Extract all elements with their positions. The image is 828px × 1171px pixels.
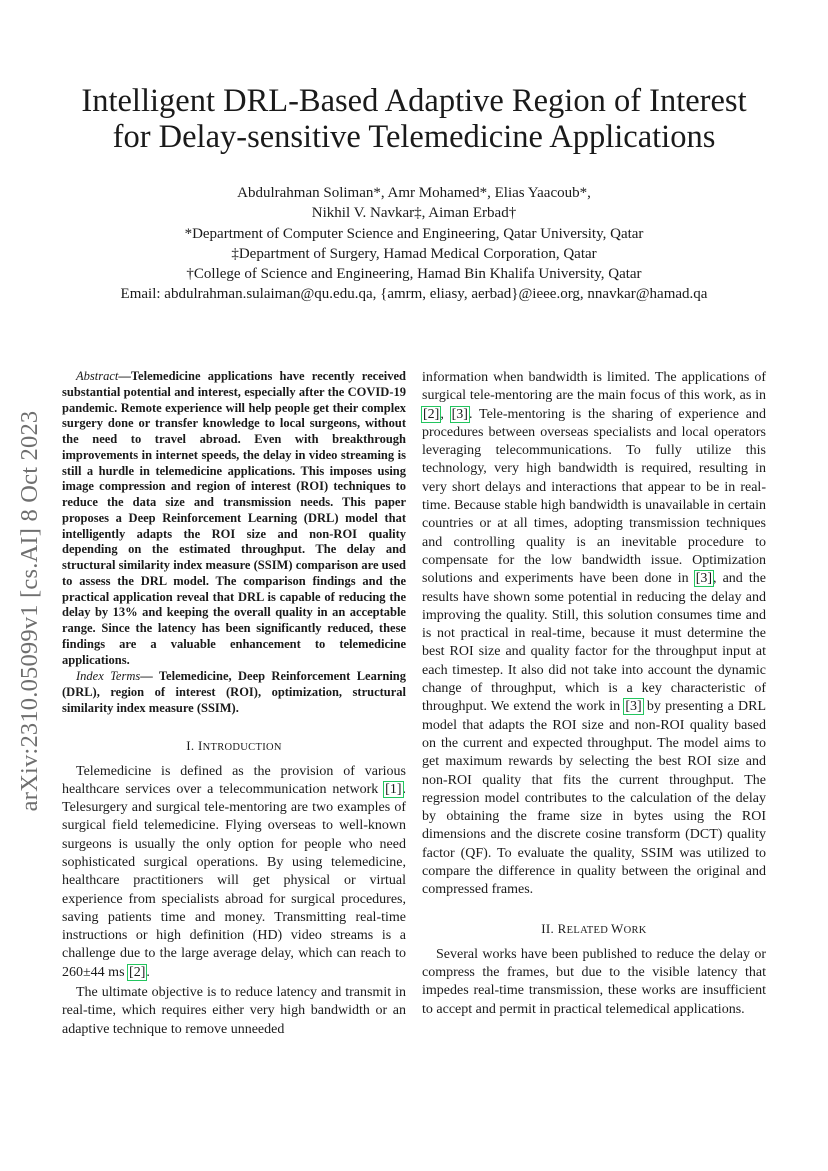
author-line-1: Abdulrahman Soliman*, Amr Mohamed*, Elias Yaacoub*, [237,185,591,201]
section-title-rest: ELATED [566,924,612,936]
intro-text-c: . [146,964,150,980]
index-terms [62,669,406,716]
section-heading-related-work [422,920,766,940]
section-title-initial: I [197,737,203,753]
intro-text-b: . Telesurgery and surgical tele-mentoring are two examples of surgical field telemedicine. Flying overseas to well-known surgeons is usually the only option for people who need sophisticated surgical operations. By using telemedicine, healthcare practitioners will get physical or virtual experience from specialists abroad for surgical procedures, saving patients time and money. Transmitting real-time instructions or high definition (HD) video streams is a challenge due to the large average delay, which can reach to 260±44 ms [62,781,406,980]
paper-title [40,83,788,155]
index-terms-text: — Telemedicine, Deep Reinforcement Learning (DRL), region of interest (ROI), optimization, structural similarity index measure (SSIM). [62,669,407,715]
right-text-e: by presenting a DRL model that adapts the ROI size and non-ROI quality based on the current and expected throughput. The model aims to get maximum rewards by selecting the best ROI size and non-ROI quality that fits the current throughput. The regression model contributes to the calculation of the delay by obtaining the frame size in bytes using the ROI dimensions and the discrete cosine transform (DCT) quality factor (QF). To evaluate the quality, SSIM was utilized to compare the difference in quality between the original and compressed frames. [422,699,767,898]
intro-paragraph-1 [62,763,406,983]
intro-text-a: Telemedicine is defined as the provision of various healthcare services over a telecommunication network [62,763,406,797]
section-heading-introduction [62,737,406,757]
abstract-text: —Telemedicine applications have recently received substantial potential and interest, especially after the COVID-19 pandemic. Remote experience will help people get their complex surgery done or transfer knowledge to local surgeons, without the need to travel abroad. Even with breakthrough improvements in internet speeds, the delay in video streaming is still a hurdle in telemedicine applications. This imposes using image compression and region of interest (ROI) techniques to reduce the data size and transmission needs. This paper proposes a Deep Reinforcement Learning (DRL) model that intelligently adapts the ROI size and non-ROI quality depending on the estimated throughput. The delay and structural similarity index measure (SSIM) comparison are used to assess the DRL model. The comparison findings and the practical application reveal that DRL is capable of reducing the delay by 13% and keeping the overall quality in an acceptable range. Since the latency has been significantly reduced, these findings are a valuable enhancement to telemedicine applications. [62,369,406,667]
index-terms-lead: Index Terms [76,669,141,684]
citation-link[interactable]: [3] [625,699,642,715]
title-line-2: for Delay-sensitive Telemedicine Applications [112,119,716,155]
citation-link[interactable]: [2] [423,406,440,422]
abstract [62,369,406,668]
section-title-initial: R [557,920,567,936]
right-text-d: , and the results have shown some potential in reducing the delay and improving the quality. Still, this solution consumes time and is not practical in real-time, because it must determine the best ROI size and quality factor for the throughput input at each timestep. It also did not take into account the dynamic change of throughput, which is a key characteristic of throughput. We extend the work in [422,571,766,715]
citation-link[interactable]: [1] [385,781,402,797]
related-paragraph-1: Several works have been published to reduce the delay or compress the frames, but due to the visible latency that impedes real-time transmission, these works are insufficient to accept and permit in practical telemedical applications. [422,946,766,1017]
citation-link[interactable]: [3] [451,406,468,422]
affiliation-1: *Department of Computer Science and Engineering, Qatar University, Qatar [184,225,644,242]
author-emails: Email: abdulrahman.sulaiman@qu.edu.qa, {amrm, eliasy, aerbad}@ieee.org, nnavkar@hamad.qa [120,286,708,303]
intro-paragraph-3 [422,369,766,900]
section-title-rest-2: ORK [623,924,647,936]
right-text-b: . Tele-mentoring is the sharing of experience and procedures between overseas specialists and local operators leveraging telecommunications. To fully utilize this technology, very high bandwidth is required, resulting in very short delays and interactions that appear to be in real-time. Because stable high bandwidth is unavailable in certain countries or at all times, adopting transmission techniques and controlling quality is an inevitable procedure to compensate for the low bandwidth issue. Optimization solutions and experiments have been done in [422,406,767,587]
author-block [40,183,788,305]
abstract-lead: Abstract [76,369,119,383]
section-title-initial-2: W [611,920,624,936]
left-column [62,369,406,1039]
arxiv-id-text: arXiv:2310.05099v1 [cs.AI] 8 Oct 2023 [16,410,43,812]
intro-paragraph-2: The ultimate objective is to reduce latency and transmit in real-time, which requires either very high bandwidth or an adaptive technique to remove unneeded [62,985,406,1037]
citation-link[interactable]: [2] [129,964,146,980]
section-title-rest: NTRODUCTION [202,741,282,753]
title-line-1: Intelligent DRL-Based Adaptive Region of Interest [81,83,747,119]
citation-link[interactable]: [3] [695,571,713,587]
author-line-2: Nikhil V. Navkar‡, Aiman Erbad† [311,205,517,222]
right-text-a: information when bandwidth is limited. The applications of surgical tele-mentoring are the main focus of this work, as in [422,370,766,404]
section-number: II. [541,920,555,936]
arxiv-side-label [14,380,46,842]
right-column [422,369,766,1019]
affiliation-2: ‡Department of Surgery, Hamad Medical Corporation, Qatar [231,245,597,262]
citation-separator: , [440,406,451,422]
section-number: I. [186,737,195,753]
affiliation-3: †College of Science and Engineering, Hamad Bin Khalifa University, Qatar [186,266,642,283]
